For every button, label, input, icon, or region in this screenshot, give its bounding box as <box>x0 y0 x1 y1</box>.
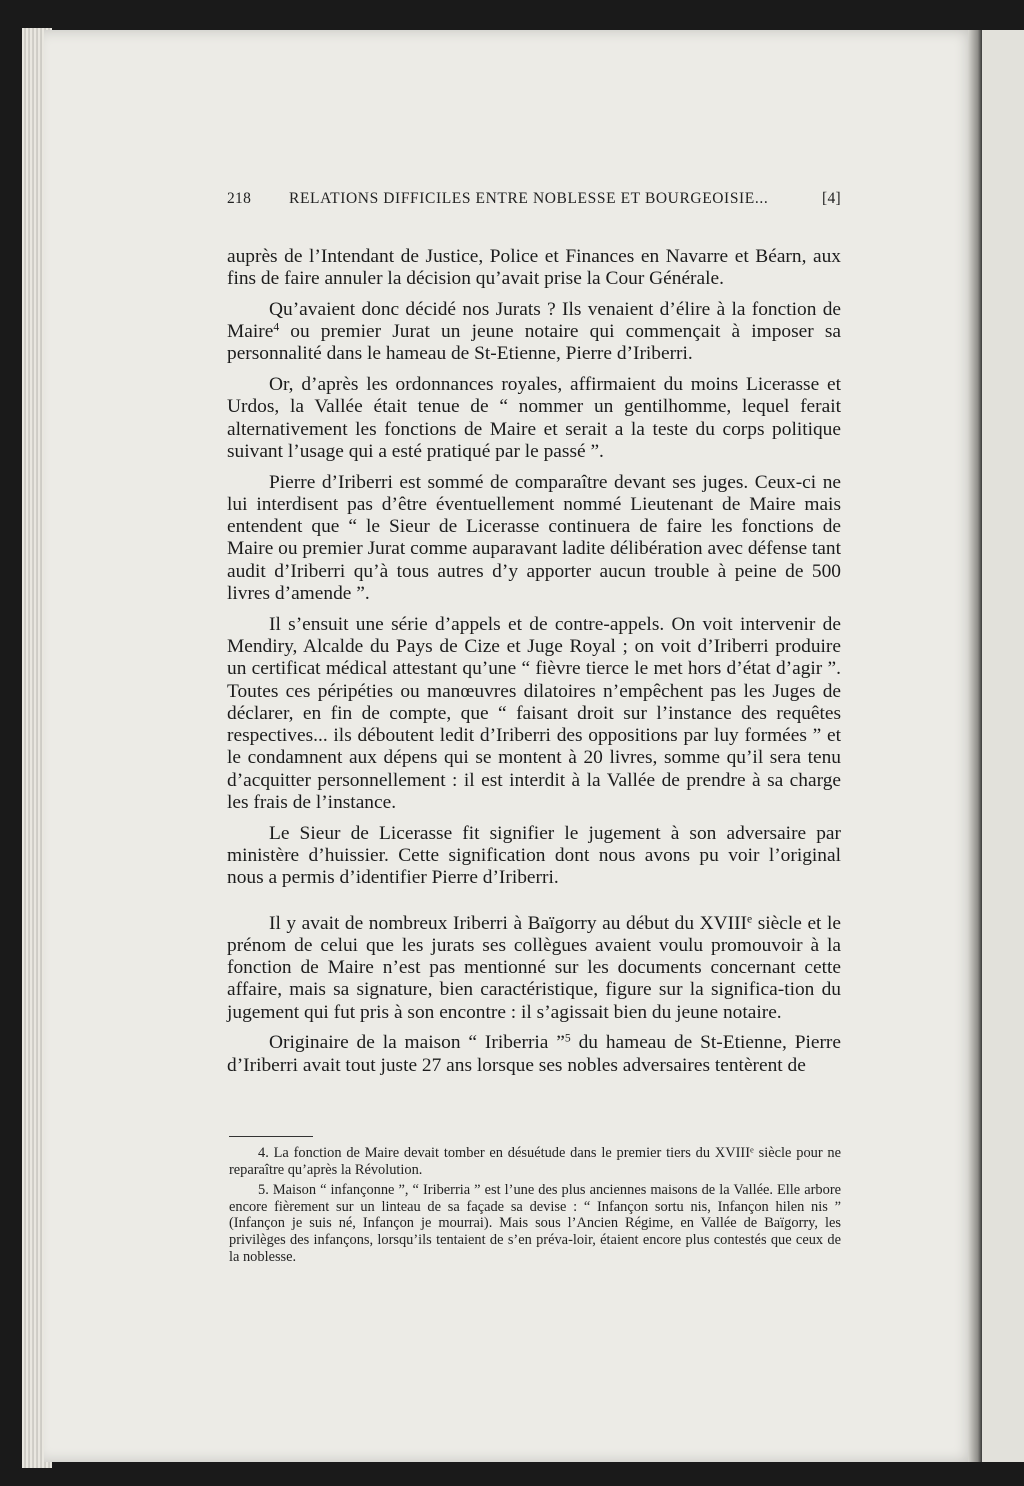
paragraph: Originaire de la maison “ Iriberria ”$^5$ du hameau de St-Etienne, Pierre d’Iriberri avait tout juste 27 ans lorsque ses nobles adversaires tentèrent de <box>227 1031 841 1076</box>
paragraph: auprès de l’Intendant de Justice, Police et Finances en Navarre et Béarn, aux fins de faire annuler la décision qu’avait prise la Cour Générale. <box>227 246 841 290</box>
paragraph: Le Sieur de Licerasse fit signifier le jugement à son adversaire par ministère d’huissier. Cette signification dont nous avons pu voir l’original nous a permis d’identifier Pierre d’Iriberri. <box>227 822 841 889</box>
superscript: e <box>750 1144 754 1155</box>
facing-page-edge <box>982 30 1024 1462</box>
paragraph: Il y avait de nombreux Iriberri à Baïgorry au début du XVIIIe siècle et le prénom de celui que les jurats ses collègues avaient voulu promouvoir à la fonction de Maire n’est pas mentionné sur les documents concernant cette affaire, mais sa signature, bien caractéristique, figure sur la significa-tion du jugement qui fut pris à son encontre : il s’agissait bien du jeune notaire. <box>227 912 842 1023</box>
footnote: 4. La fonction de Maire devait tomber en désuétude dans le premier tiers du XVIIIe siècle pour ne reparaître qu’après la Révolution. <box>229 1144 842 1178</box>
running-head <box>227 190 841 214</box>
superscript: e <box>747 912 753 926</box>
footnotes <box>229 1144 842 1269</box>
footnote: 5. Maison “ infançonne ”, “ Iriberria ” est l’une des plus anciennes maisons de la Vallée. Elle arbore encore fièrement sur un linteau de sa façade sa devise : “ Infançon sortu nis, Infançon hilen nis ” (Infançon je suis né, Infançon je mourrai). Mais sous l’Ancien Régime, en Vallée de Baïgorry, les privilèges des infançons, lorsqu’ils tentaient de s’en préva-loir, étaient encore plus contestés que ceux de la noblesse. <box>229 1182 841 1265</box>
footnote-ref: 4 <box>273 320 280 334</box>
paragraph: Il s’ensuit une série d’appels et de contre-appels. On voit intervenir de Mendiry, Alcalde du Pays de Cize et Juge Royal ; on voit d’Iriberri produire un certificat médical attestant qu’une “ fièvre tierce le met hors d’état d’agir ”. Toutes ces péripéties ou manœuvres dilatoires n’empêchent pas les Juges de déclarer, en fin de compte, que “ faisant droit sur l’instance des requêtes respectives... ils déboutent ledit d’Iriberri des oppositions par luy formées ” et le condamnent aux dépens qui se montent à 20 livres, somme qu’il sera tenu d’acquitter personnellement : il est interdit à la Vallée de prendre à sa charge les frais de l’instance. <box>227 613 841 814</box>
running-title: RELATIONS DIFFICILES ENTRE NOBLESSE ET BOURGEOISIE... <box>289 190 769 207</box>
paragraph: Qu’avaient donc décidé nos Jurats ? Ils venaient d’élire à la fonction de Maire$^4$ ou premier Jurat un jeune notaire qui commençait à imposer sa personnalité dans le hameau de St-Etienne, Pierre d’Iriberri. <box>227 298 841 365</box>
page-number: 218 <box>227 190 252 207</box>
body-text <box>227 246 841 1085</box>
footnote-rule <box>229 1136 313 1137</box>
footnote-ref: 5 <box>564 1031 571 1045</box>
paragraph: Or, d’après les ordonnances royales, affirmaient du moins Licerasse et Urdos, la Vallée était tenue de “ nommer un gentilhomme, lequel ferait alternativement les fonctions de Maire et serait a la teste du corps politique suivant l’usage qui a esté pratiqué par le passé ”. <box>227 374 841 462</box>
paragraph: Pierre d’Iriberri est sommé de comparaître devant ses juges. Ceux-ci ne lui interdisent pas d’être éventuellement nommé Lieutenant de Maire mais entendent que “ le Sieur de Licerasse continuera de faire les fonctions de Maire ou premier Jurat comme auparavant ladite délibération avec défense tant audit d’Iriberri qu’à tous autres d’y apporter aucun trouble à peine de 500 livres d’amende ”. <box>227 471 841 605</box>
section-number: [4] <box>822 190 841 207</box>
book-gutter <box>968 30 982 1462</box>
